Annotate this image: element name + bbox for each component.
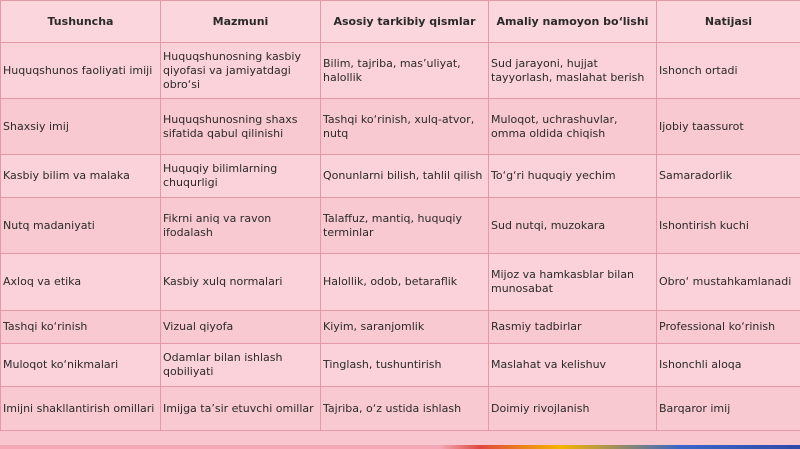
cell-tarkibiy-qismlar: Bilim, tajriba, mas’uliyat, halollik: [321, 43, 489, 99]
header-tushuncha: Tushuncha: [1, 1, 161, 43]
cell-amaliy: Sud jarayoni, hujjat tayyorlash, maslahat berish: [489, 43, 657, 99]
cell-natijasi: Ishonch ortadi: [657, 43, 800, 99]
cell-tushuncha: Kasbiy bilim va malaka: [1, 155, 161, 198]
cell-tarkibiy-qismlar: Talaffuz, mantiq, huquqiy terminlar: [321, 198, 489, 254]
cell-amaliy: Doimiy rivojlanish: [489, 387, 657, 431]
cell-natijasi: Barqaror imij: [657, 387, 800, 431]
header-amaliy-namoyon: Amaliy namoyon bo‘lishi: [489, 1, 657, 43]
cell-mazmuni: Imijga ta’sir etuvchi omillar: [161, 387, 321, 431]
table-row: [1, 311, 800, 344]
cell-mazmuni: Huquqshunosning shaxs sifatida qabul qilinishi: [161, 99, 321, 155]
cell-tushuncha: Axloq va etika: [1, 254, 161, 311]
cell-amaliy: Rasmiy tadbirlar: [489, 311, 657, 344]
table-row: [1, 43, 800, 99]
table-row: [1, 387, 800, 431]
cell-tarkibiy-qismlar: Qonunlarni bilish, tahlil qilish: [321, 155, 489, 198]
cell-tarkibiy-qismlar: Kiyim, saranjomlik: [321, 311, 489, 344]
cell-mazmuni: Kasbiy xulq normalari: [161, 254, 321, 311]
cell-tarkibiy-qismlar: Tajriba, o‘z ustida ishlash: [321, 387, 489, 431]
cell-tushuncha: Imijni shakllantirish omillari: [1, 387, 161, 431]
cell-natijasi: Samaradorlik: [657, 155, 800, 198]
header-mazmuni: Mazmuni: [161, 1, 321, 43]
cell-mazmuni: Odamlar bilan ishlash qobiliyati: [161, 344, 321, 387]
header-asosiy-tarkibiy-qismlar: Asosiy tarkibiy qismlar: [321, 1, 489, 43]
cell-tushuncha: Nutq madaniyati: [1, 198, 161, 254]
table-row: [1, 155, 800, 198]
table-row: [1, 344, 800, 387]
cell-natijasi: Ishontirish kuchi: [657, 198, 800, 254]
cell-natijasi: Professional ko‘rinish: [657, 311, 800, 344]
cell-amaliy: To‘g‘ri huquqiy yechim: [489, 155, 657, 198]
header-row: [1, 1, 800, 43]
cell-natijasi: Ijobiy taassurot: [657, 99, 800, 155]
cell-tarkibiy-qismlar: Tinglash, tushuntirish: [321, 344, 489, 387]
table-row: [1, 198, 800, 254]
cell-natijasi: Ishonchli aloqa: [657, 344, 800, 387]
bottom-color-strip: [0, 445, 800, 449]
header-natijasi: Natijasi: [657, 1, 800, 43]
table-row: [1, 99, 800, 155]
cell-mazmuni: Vizual qiyofa: [161, 311, 321, 344]
cell-tushuncha: Shaxsiy imij: [1, 99, 161, 155]
cell-natijasi: Obro‘ mustahkamlanadi: [657, 254, 800, 311]
cell-amaliy: Maslahat va kelishuv: [489, 344, 657, 387]
cell-tarkibiy-qismlar: Halollik, odob, betaraflik: [321, 254, 489, 311]
cell-tushuncha: Muloqot ko‘nikmalari: [1, 344, 161, 387]
cell-mazmuni: Fikrni aniq va ravon ifodalash: [161, 198, 321, 254]
cell-tushuncha: Tashqi ko‘rinish: [1, 311, 161, 344]
cell-amaliy: Sud nutqi, muzokara: [489, 198, 657, 254]
cell-tushuncha: Huquqshunos faoliyati imiji: [1, 43, 161, 99]
cell-amaliy: Muloqot, uchrashuvlar, omma oldida chiqish: [489, 99, 657, 155]
table-row: [1, 254, 800, 311]
cell-amaliy: Mijoz va hamkasblar bilan munosabat: [489, 254, 657, 311]
cell-mazmuni: Huquqshunosning kasbiy qiyofasi va jamiyatdagi obro‘si: [161, 43, 321, 99]
cell-mazmuni: Huquqiy bilimlarning chuqurligi: [161, 155, 321, 198]
cell-tarkibiy-qismlar: Tashqi ko‘rinish, xulq-atvor, nutq: [321, 99, 489, 155]
